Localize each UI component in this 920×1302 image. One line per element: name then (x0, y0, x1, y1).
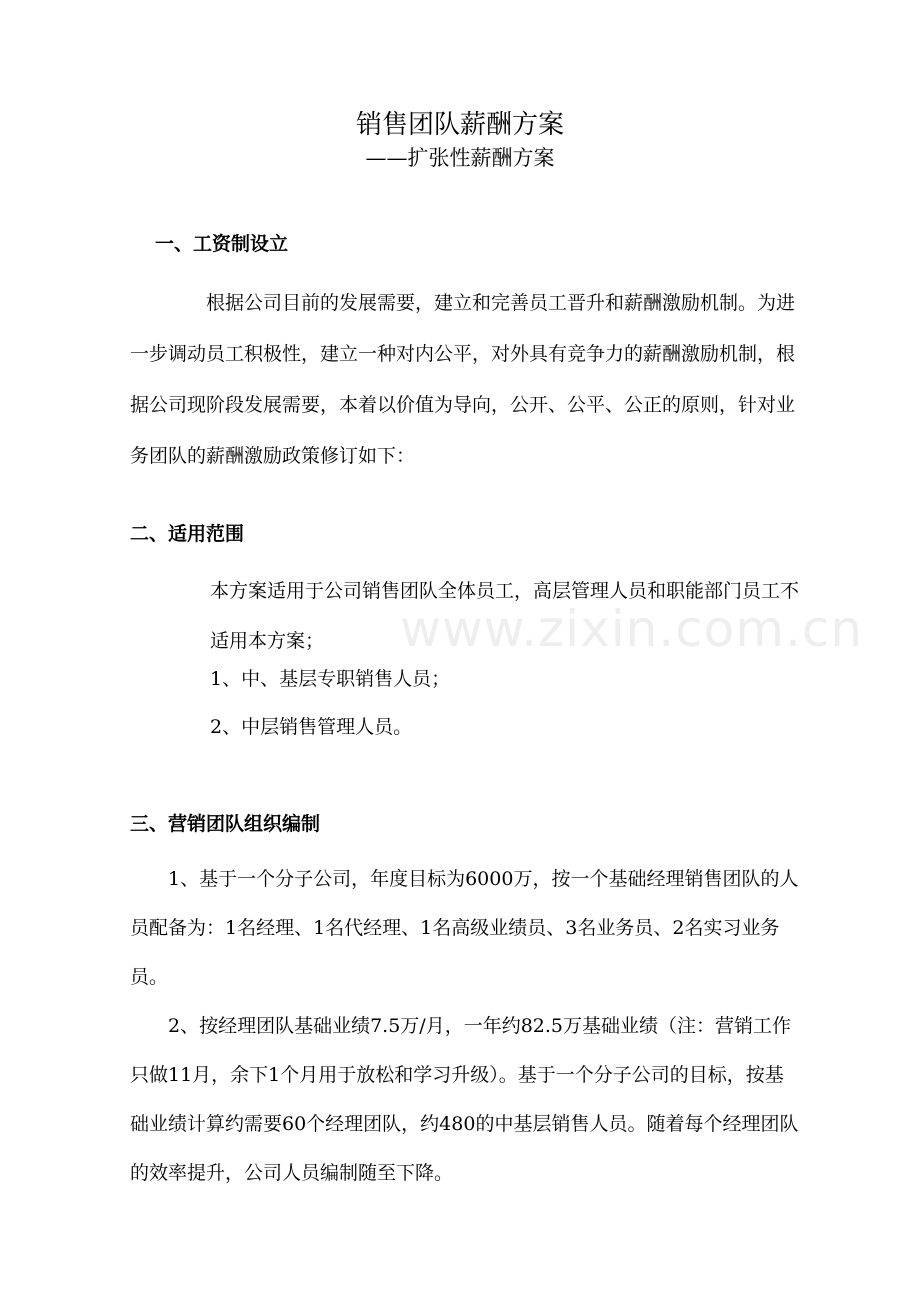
watermark-text: www.zixin.com.cn (400, 600, 864, 658)
section-heading-3: 三、营销团队组织编制 (130, 813, 321, 835)
document-title: 销售团队薪酬方案 (355, 110, 564, 140)
section-heading-2: 二、适用范围 (130, 523, 245, 545)
scope-item-2: 2、中层销售管理人员。 (210, 716, 413, 738)
section-3-paragraph-1: 1、基于一个分子公司，年度目标为6000万，按一个基础经理销售团队的人员配备为：1名经理、1名代经理、1名高级业绩员、3名业务员、2名实习业务员。 (130, 868, 799, 988)
section-3-paragraph-2: 2、按经理团队基础业绩7.5万/月，一年约82.5万基础业绩（注：营销工作只做11月，余下1个月用于放松和学习升级）。基于一个分子公司的目标，按基础业绩计算约需要60个经理团队，约480的中基层销售人员。随着每个经理团队的效率提升，公司人员编制随至下降。 (130, 1015, 799, 1184)
section-1-paragraph: 根据公司目前的发展需要，建立和完善员工晋升和薪酬激励机制。为进一步调动员工积极性，建立一种对内公平，对外具有竞争力的薪酬激励机制，根据公司现阶段发展需要，本着以价值为导向，公开、公平、公正的原则，针对业务团队的薪酬激励政策修订如下： (130, 292, 796, 467)
document-subtitle: ——扩张性薪酬方案 (365, 146, 555, 170)
section-2-paragraph: 本方案适用于公司销售团队全体员工，高层管理人员和职能部门员工不适用本方案； (210, 580, 800, 652)
scope-item-1: 1、中、基层专职销售人员； (210, 668, 451, 690)
section-heading-1: 一、工资制设立 (155, 233, 289, 255)
